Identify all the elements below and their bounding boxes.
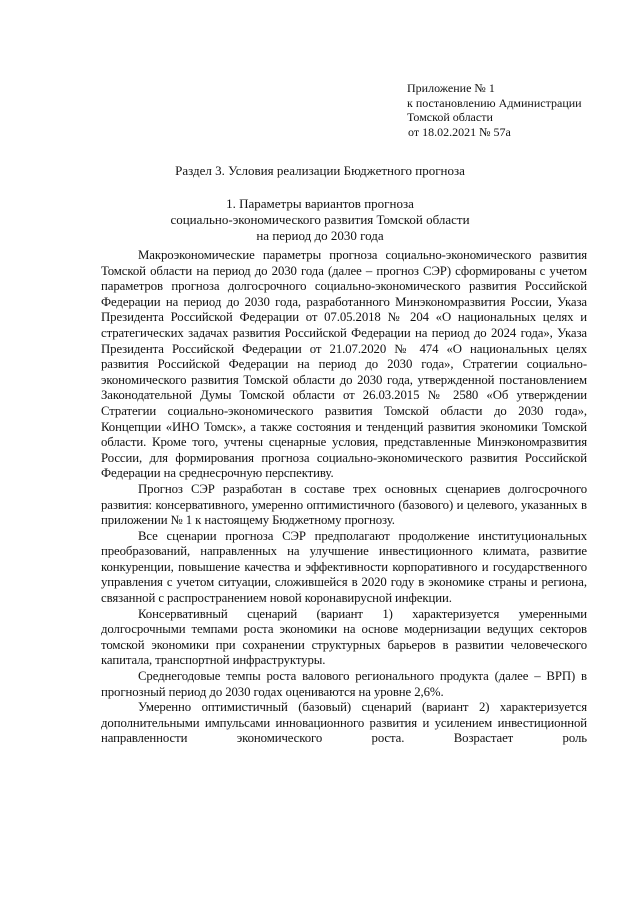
- subsection-line-1: 1. Параметры вариантов прогноза: [226, 196, 414, 211]
- annex-line-4: от 18.02.2021 № 57а: [408, 124, 511, 139]
- section-title: Раздел 3. Условия реализации Бюджетного прогноза: [175, 163, 465, 178]
- paragraph: Все сценарии прогноза СЭР предполагают продолжение институциональных преобразований, направленных на улучшение инвестиционного климата, развитие конкуренции, повышение качества и эффективности корпоративного и государственного управления с учетом ситуации, сложившейся в 2020 году в экономике страны и региона, связанной с распространением новой коронавирусной инфекции.: [101, 528, 587, 606]
- paragraph: Среднегодовые темпы роста валового регионального продукта (далее – ВРП) в прогнозный период до 2030 годах оцениваются на уровне 2,6%.: [101, 669, 587, 699]
- paragraph: Макроэкономические параметры прогноза социально-экономического развития Томской области на период до 2030 года (далее – прогноз СЭР) сформированы с учетом параметров прогноза долгосрочного социально-экономического развития Российской Федерации на период до 2030 года, разработанного Минэкономразвития России, Указа Президента Российской Федерации от 07.05.2018 № 204 «О национальных целях и стратегических задачах развития Российской Федерации на период до 2024 года», Указа Президента Российской Федерации от 21.07.2020 № 474 «О национальных целях развития Российской Федерации на период до 2030 года», Стратегии социально-экономического развития Томской области до 2030 года, утвержденной постановлением Законодательной Думы Томской области от 26.03.2015 № 2580 «Об утверждении Стратегии социально-экономического развития Томской области до 2030 года», Концепции «ИНО Томск», а также состояния и тенденций развития экономики Томской области. Кроме того, учтены сценарные условия, представленные Минэкономразвития России, для формирования прогноза социально-экономического развития Российской Федерации на среднесрочную перспективу.: [101, 248, 587, 481]
- annex-line-1: Приложение № 1: [407, 81, 495, 95]
- paragraph: Консервативный сценарий (вариант 1) характеризуется умеренными долгосрочными темпами роста экономики на основе модернизации ведущих секторов томской экономики при сохранении структурных барьеров в развитии человеческого капитала, транспортной инфраструктуры.: [101, 606, 587, 668]
- annex-header: [407, 81, 627, 139]
- paragraph: Прогноз СЭР разработан в составе трех основных сценариев долгосрочного развития: консервативного, умеренно оптимистичного (базового) и целевого, указанных в приложении № 1 к настоящему Бюджетному прогнозу.: [101, 481, 587, 528]
- subsection-title: [0, 196, 640, 244]
- annex-line-2: к постановлению Администрации: [407, 95, 582, 110]
- paragraph: Умеренно оптимистичный (базовый) сценарий (вариант 2) характеризуется дополнительными импульсами инновационного развития и усилением инвестиционной направленности экономического роста. Возрастает роль: [101, 700, 587, 746]
- annex-line-3: Томской области: [407, 110, 493, 124]
- subsection-line-2: социально-экономического развития Томской области: [170, 212, 470, 227]
- body-text: [101, 248, 587, 747]
- subsection-line-3: на период до 2030 года: [256, 228, 384, 243]
